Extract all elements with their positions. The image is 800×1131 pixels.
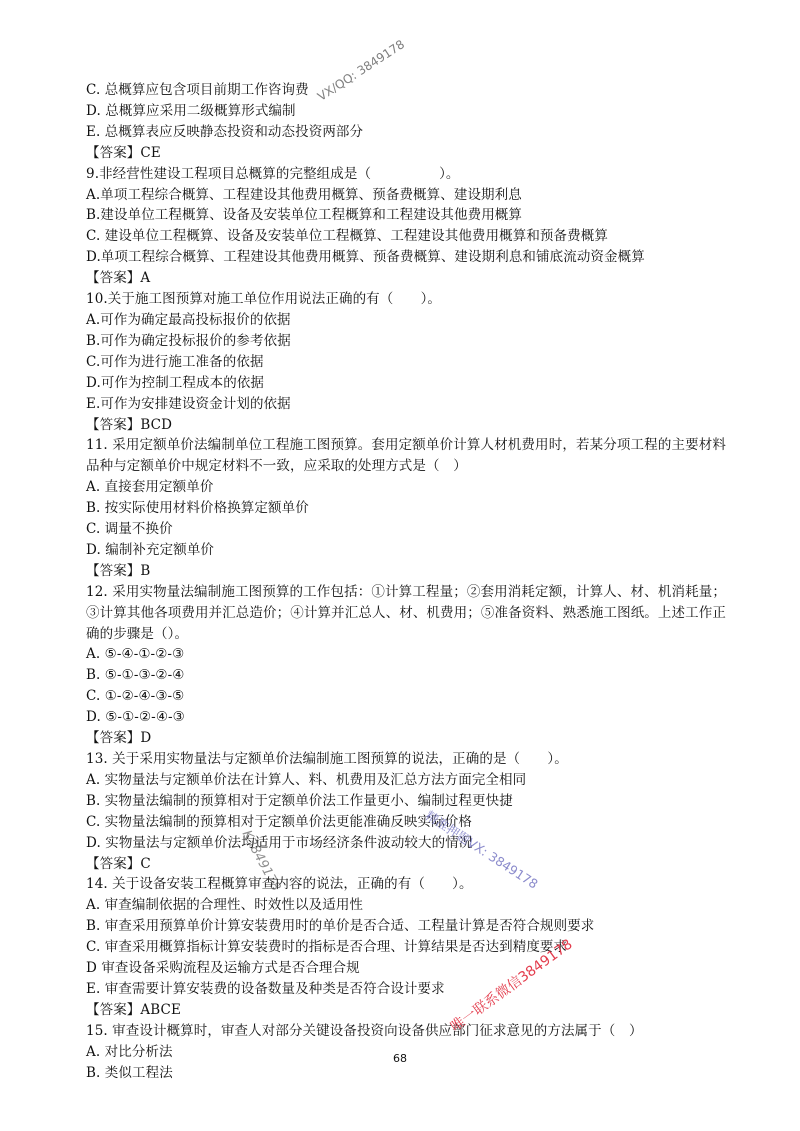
option-line: E.可作为安排建设资金计划的依据 [86, 395, 291, 412]
option-line: C.可作为进行施工准备的依据 [86, 353, 264, 370]
option-line: A. 实物量法与定额单价法在计算人、料、机费用及汇总方法方面完全相同 [86, 771, 527, 788]
question-line: 13. 关于采用实物量法与定额单价法编制施工图预算的说法，正确的是（ ）。 [86, 751, 568, 767]
question-line: 9.非经营性建设工程项目总概算的完整组成是（ ）。 [86, 165, 460, 182]
option-line: B. 类似工程法 [86, 1064, 173, 1081]
option-line: A. 审查编制依据的合理性、时效性以及适用性 [86, 897, 364, 914]
page-number: 68 [393, 1052, 407, 1065]
watermark-vxqq: VX/QQ: 3849178 [315, 37, 408, 104]
answer-line: 【答案】C [86, 855, 151, 872]
option-line: D. 实物量法与定额单价法均适用于市场经济条件波动较大的情况 [86, 834, 473, 851]
option-line: D. 总概算应采用二级概算形式编制 [86, 102, 296, 119]
option-line: C. 审查采用概算指标计算安装费时的指标是否合理、计算结果是否达到精度要求 [86, 939, 568, 956]
option-line: E. 总概算表应反映静态投资和动态投资两部分 [86, 123, 364, 140]
watermark-exam-tips: 精准押题VX: 3849178 [422, 807, 541, 892]
question-line: 15. 审查设计概算时，审查人对部分关键设备投资向设备供应部门征求意见的方法属于（ ） [86, 1022, 643, 1039]
option-line: D.可作为控制工程成本的依据 [86, 374, 265, 391]
option-line: B. ⑤-①-③-②-④ [86, 667, 185, 684]
option-line: A. ⑤-④-①-②-③ [86, 646, 185, 663]
question-line: 14. 关于设备安装工程概算审查内容的说法，正确的有（ ）。 [86, 876, 473, 893]
option-line: E. 审查需要计算安装费的设备数量及种类是否符合设计要求 [86, 980, 445, 997]
option-line: B.可作为确定投标报价的参考依据 [86, 332, 291, 349]
answer-line: 【答案】D [86, 730, 152, 747]
option-line: C. 建设单位工程概算、设备及安装单位工程概算、工程建设其他费用概算和预备费概算 [86, 228, 608, 245]
option-line: D.单项工程综合概算、工程建设其他费用概算、预备费概算、建设期利息和铺底流动资金概算 [86, 249, 645, 266]
watermark-contact: 唯一联系微信3849178 [447, 936, 576, 1036]
answer-line: 【答案】B [86, 562, 151, 579]
question-line: 10.关于施工图预算对施工单位作用说法正确的有（ ）。 [86, 291, 442, 308]
option-line: D. 编制补充定额单价 [86, 541, 215, 558]
option-line: C. 实物量法编制的预算相对于定额单价法更能准确反映实际价格 [86, 813, 472, 830]
answer-line: 【答案】CE [86, 144, 161, 161]
watermark-handwritten: K3849178 [238, 828, 284, 894]
option-line: C. ①-②-④-③-⑤ [86, 688, 185, 705]
question-line: 11. 采用定额单价法编制单位工程施工图预算。套用定额单价计算人材机费用时，若某分项工程的主要材料品种与定额单价中规定材料不一致，应采取的处理方式是（ ） [86, 437, 726, 475]
option-line: A.可作为确定最高投标报价的依据 [86, 311, 291, 328]
question-line: 12. 采用实物量法编制施工图预算的工作包括：①计算工程量；②套用消耗定额，计算人、材、机消耗量；③计算其他各项费用并汇总造价；④计算并汇总人、材、机费用；⑤准备资料、熟悉施工图纸。上述工作正确的步骤是（）。 [86, 583, 726, 642]
option-line: C. 调量不换价 [86, 521, 173, 538]
answer-line: 【答案】A [86, 270, 151, 287]
option-line: B. 按实际使用材料价格换算定额单价 [86, 500, 309, 517]
option-line: B. 实物量法编制的预算相对于定额单价法工作量更小、编制过程更快捷 [86, 792, 513, 809]
option-line: A.单项工程综合概算、工程建设其他费用概算、预备费概算、建设期利息 [86, 186, 522, 203]
option-line: B. 审查采用预算单价计算安装费用时的单价是否合适、工程量计算是否符合规则要求 [86, 918, 595, 935]
option-line: D 审查设备采购流程及运输方式是否合理合规 [86, 960, 360, 977]
answer-line: 【答案】ABCE [86, 1001, 181, 1018]
answer-line: 【答案】BCD [86, 416, 173, 433]
option-line: B.建设单位工程概算、设备及安装单位工程概算和工程建设其他费用概算 [86, 207, 523, 224]
option-line: A. 对比分析法 [86, 1043, 173, 1060]
page-content [86, 80, 726, 1084]
option-line: C. 总概算应包含项目前期工作咨询费 [86, 82, 309, 98]
option-line: D. ⑤-①-②-④-③ [86, 709, 185, 726]
option-line: A. 直接套用定额单价 [86, 479, 214, 496]
